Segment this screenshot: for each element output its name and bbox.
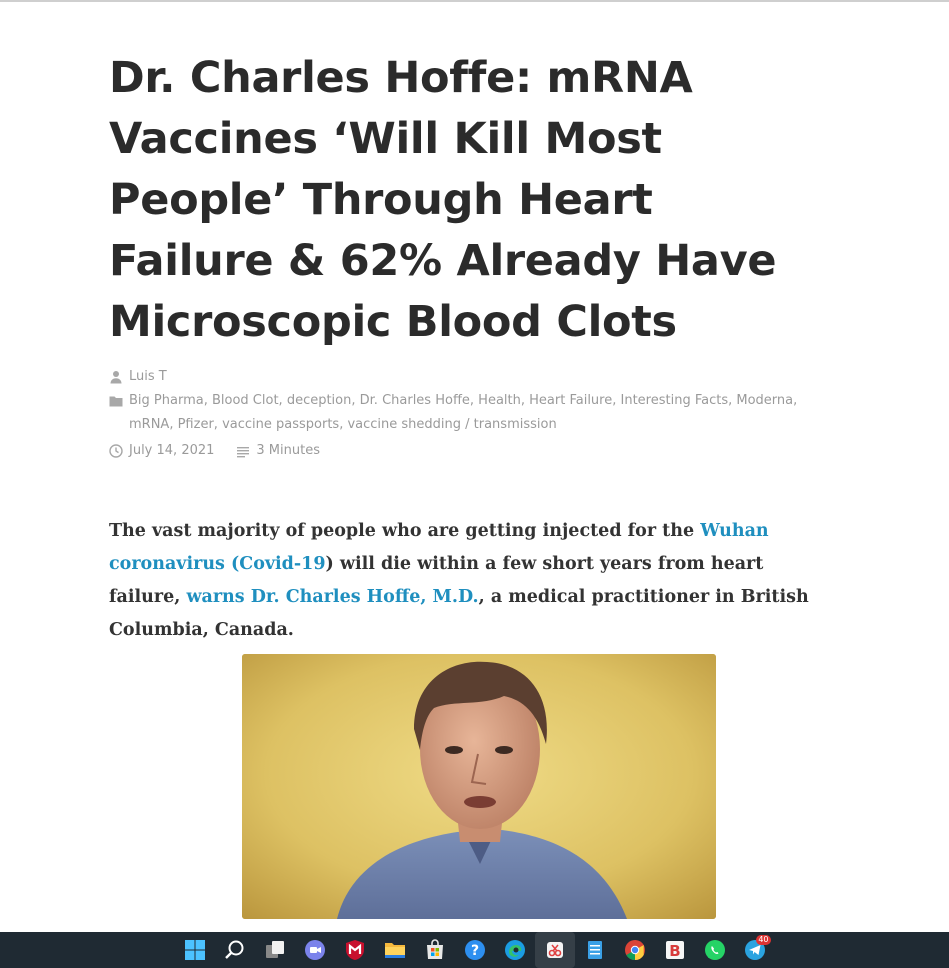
category-separator: , [351, 393, 360, 408]
article-lede [109, 515, 814, 647]
category-separator: , [728, 393, 737, 408]
task-view-icon [263, 938, 287, 962]
task-view-button[interactable] [255, 932, 295, 968]
user-icon [109, 370, 123, 384]
folder-icon [383, 938, 407, 962]
reading-time-label: 3 Minutes [256, 443, 320, 458]
lede-text: ) will die within a few short years from heart failure, [109, 554, 764, 607]
category-link[interactable]: Health [478, 393, 521, 408]
video-still-image [242, 654, 716, 919]
taskbar-search-button[interactable] [215, 932, 255, 968]
whatsapp-icon [703, 938, 727, 962]
category-separator: , [169, 417, 178, 432]
date-readtime-row [109, 439, 829, 463]
chrome-icon [623, 938, 647, 962]
lede-text: , a medical practitioner in British Columbia, Canada. [109, 587, 809, 640]
category-link[interactable]: Pfizer [177, 417, 214, 432]
svg-text:B: B [668, 942, 681, 960]
mcafee-button[interactable] [335, 932, 375, 968]
post-date [109, 439, 214, 463]
get-help-button[interactable] [455, 932, 495, 968]
category-link[interactable]: Dr. Charles Hoffe [359, 393, 470, 408]
category-separator: , [203, 393, 212, 408]
edge-browser-button[interactable] [495, 932, 535, 968]
article [109, 48, 829, 647]
byline [109, 365, 829, 389]
categories-row [109, 389, 829, 437]
category-link[interactable]: Big Pharma [129, 393, 204, 408]
category-link[interactable]: Heart Failure [529, 393, 613, 408]
folder-icon [109, 394, 123, 408]
category-separator: , [339, 417, 348, 432]
article-title: Dr. Charles Hoffe: mRNA Vaccines ‘Will Kill Most People’ Through Heart Failure & 62% Already Have Microscopic Blood Clots [109, 53, 777, 347]
chrome-button[interactable] [615, 932, 655, 968]
notepad-button[interactable] [575, 932, 615, 968]
wuhan-coronavirus-link[interactable]: Wuhan coronavirus (Covid-19 [109, 521, 769, 574]
text-lines-icon [236, 444, 250, 458]
microsoft-store-button[interactable] [415, 932, 455, 968]
category-separator: , [278, 393, 287, 408]
file-explorer-button[interactable] [375, 932, 415, 968]
category-link[interactable]: Moderna [736, 393, 794, 408]
category-separator: , [469, 393, 479, 408]
entry-meta [109, 365, 829, 463]
store-bag-icon [423, 938, 447, 962]
notification-badge: 40 [758, 935, 769, 944]
category-separator: , [213, 417, 223, 432]
mcafee-shield-icon [343, 938, 367, 962]
snipping-tool-icon [543, 938, 567, 962]
post-date-link[interactable]: July 14, 2021 [129, 443, 215, 458]
category-link[interactable]: Interesting Facts [620, 393, 729, 408]
windows-start-button[interactable] [175, 932, 215, 968]
reading-time [236, 439, 320, 463]
b-app-button[interactable] [655, 932, 695, 968]
windows-logo-icon [183, 938, 207, 962]
category-link[interactable]: vaccine passports [222, 417, 340, 432]
author-link[interactable]: Luis T [129, 369, 167, 384]
category-separator: , [793, 393, 798, 408]
category-link[interactable]: vaccine shedding / transmission [347, 417, 557, 432]
svg-text:?: ? [470, 943, 479, 959]
telegram-button[interactable] [735, 932, 775, 968]
category-list [129, 389, 829, 437]
video-thumbnail[interactable] [242, 654, 716, 919]
clock-icon [109, 444, 123, 458]
category-link[interactable]: Blood Clot [211, 393, 279, 408]
hoffe-warning-link[interactable]: warns Dr. Charles Hoffe, M.D. [186, 587, 479, 607]
search-icon [223, 938, 247, 962]
browser-top-border [0, 0, 949, 2]
lede-text: The vast majority of people who are getting injected for the [109, 521, 701, 541]
edge-icon [503, 938, 527, 962]
snipping-tool-button[interactable] [535, 932, 575, 968]
whatsapp-button[interactable] [695, 932, 735, 968]
b-app-icon [663, 938, 687, 962]
category-separator: , [612, 393, 621, 408]
help-icon [463, 938, 487, 962]
notepad-icon [583, 938, 607, 962]
category-link[interactable]: deception [286, 393, 352, 408]
teams-chat-button[interactable] [295, 932, 335, 968]
windows-taskbar [0, 932, 949, 968]
category-link[interactable]: mRNA [129, 417, 170, 432]
category-separator: , [520, 393, 530, 408]
teams-icon [303, 938, 327, 962]
